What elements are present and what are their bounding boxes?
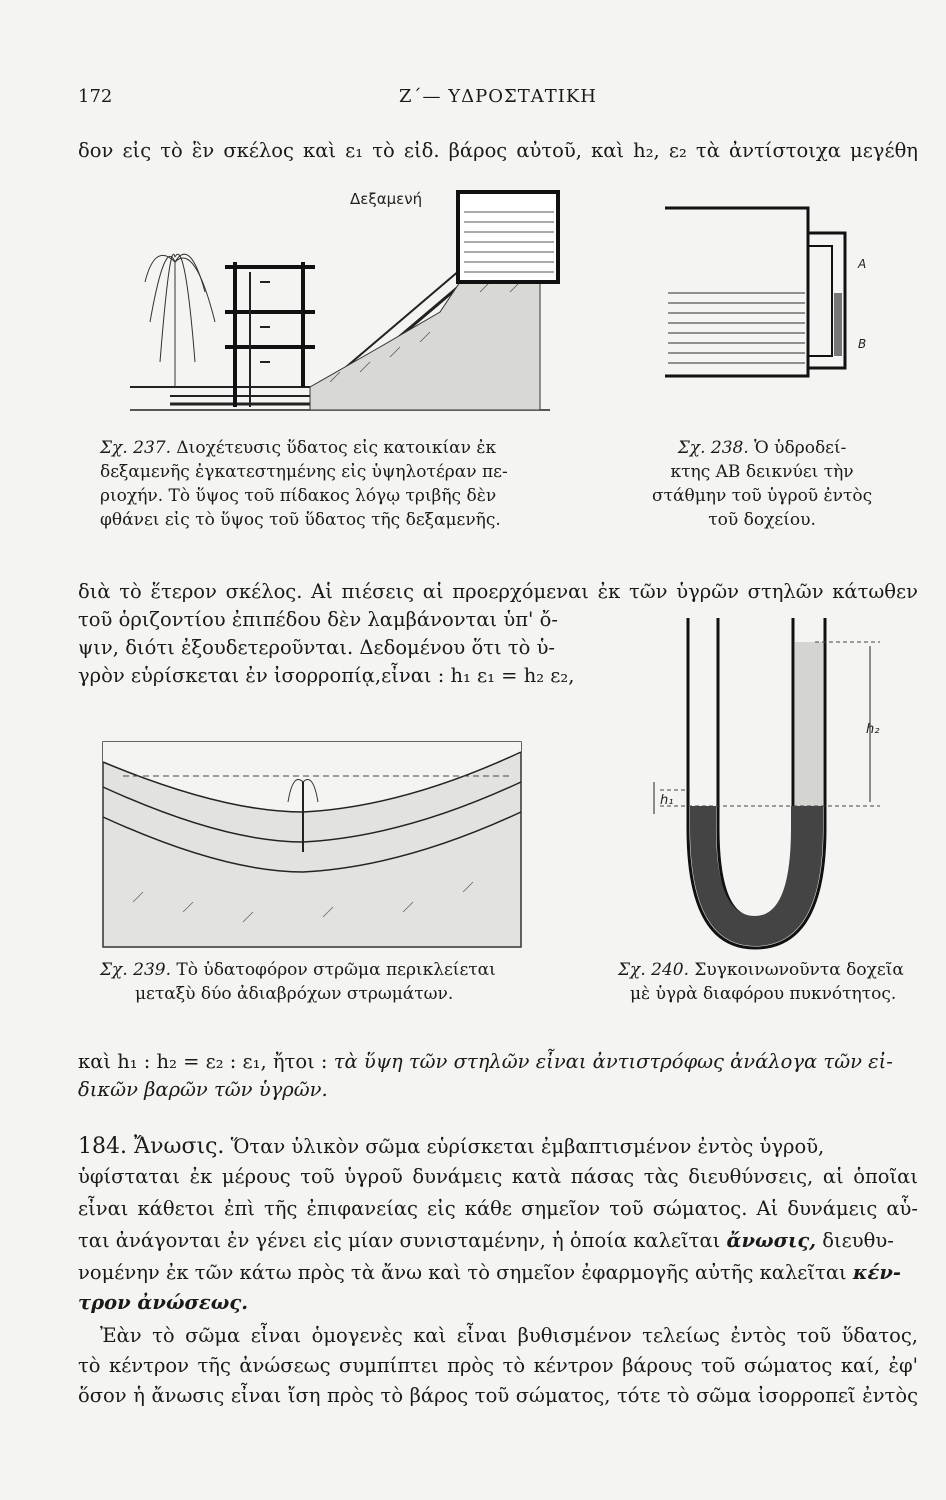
text-line: ται ἀνάγονται ἐν γένει εἰς μίαν συνισταμένην, ἡ ὁποία καλεῖται ἄνωσις, διευθυ- <box>78 1229 894 1252</box>
page-number: 172 <box>78 86 113 107</box>
figure-238-level-gauge <box>660 198 890 393</box>
text-line: Ἐὰν τὸ σῶμα εἶναι ὁμογενὲς καὶ εἶναι βυθισμένον τελείως ἐντὸς τοῦ ὕδατος, <box>100 1324 918 1347</box>
label-b: B <box>858 337 867 351</box>
figure-240-u-tube <box>640 618 880 958</box>
text-line: εἶναι κάθετοι ἐπὶ τῆς ἐπιφανείας εἰς κάθε σημεῖον τοῦ σώματος. Αἱ δυνάμεις αὗ- <box>78 1197 918 1220</box>
caption-240: Σχ. 240. Συγκοινωνοῦντα δοχεῖα μὲ ὑγρὰ διαφόρου πυκνότητος. <box>618 960 904 1004</box>
label-h2: h₂ <box>866 722 880 737</box>
section-heading: 184. Ἄνωσις. Ὅταν ὑλικὸν σῶμα εὑρίσκεται ἐμβαπτισμένον ἐντὸς ὑγροῦ, <box>78 1134 825 1159</box>
text-line: τρον ἀνώσεως. <box>78 1291 248 1314</box>
figure-237-water-supply <box>120 182 560 422</box>
running-title: Ζ΄— ΥΔΡΟΣΤΑΤΙΚΗ <box>399 86 597 107</box>
caption-239: Σχ. 239. Τὸ ὑδατοφόρον στρῶμα περικλείεται μεταξὺ δύο ἀδιαβρόχων στρωμάτων. <box>100 960 496 1004</box>
text-line: δικῶν βαρῶν τῶν ὑγρῶν. <box>78 1078 328 1101</box>
caption-237: Σχ. 237. Διοχέτευσις ὕδατος εἰς κατοικίαν ἐκ δεξαμενῆς ἐγκατεστημένης εἰς ὑψηλοτέραν πε- ριοχήν. Τὸ ὕψος τοῦ πίδακος λόγῳ τριβῆς δὲν φθάνει εἰς τὸ ὕψος τοῦ ὕδατος τῆς δεξαμενῆς. <box>100 438 508 530</box>
text-line: δον εἰς τὸ ἓν σκέλος καὶ ε₁ τὸ εἰδ. βάρος αὐτοῦ, καὶ h₂, ε₂ τὰ ἀντίστοιχα μεγέθη <box>78 139 918 162</box>
text-line: τοῦ ὁριζοντίου ἐπιπέδου δὲν λαμβάνονται ὑπ' ὄ- <box>78 608 558 631</box>
label-tank: Δεξαμενή <box>350 190 423 208</box>
figure-239-aquifer <box>103 742 523 952</box>
text-line: νομένην ἐκ τῶν κάτω πρὸς τὰ ἄνω καὶ τὸ σημεῖον ἐφαρμογῆς αὐτῆς καλεῖται κέν- <box>78 1261 901 1284</box>
label-h1: h₁ <box>660 793 674 808</box>
text-line: τὸ κέντρον τῆς ἀνώσεως συμπίπτει πρὸς τὸ κέντρον βάρους τοῦ σώματος καί, ἐφ' <box>78 1354 918 1377</box>
text-line: ὅσον ἡ ἄνωσις εἶναι ἴση πρὸς τὸ βάρος τοῦ σώματος, τότε τὸ σῶμα ἰσορροπεῖ ἐντὸς <box>78 1384 918 1407</box>
text-line: ψιν, διότι ἐξουδετεροῦνται. Δεδομένου ὅτι τὸ ὑ- <box>78 636 556 659</box>
text-line: διὰ τὸ ἕτερον σκέλος. Αἱ πιέσεις αἱ προερχόμεναι ἐκ τῶν ὑγρῶν στηλῶν κάτωθεν <box>78 580 918 603</box>
text-line: ὑφίσταται ἐκ μέρους τοῦ ὑγροῦ δυνάμεις κατὰ πάσας τὰς διευθύνσεις, αἱ ὁποῖαι <box>78 1165 918 1188</box>
text-line: καὶ h₁ : h₂ = ε₂ : ε₁, ἤτοι : τὰ ὕψη τῶν στηλῶν εἶναι ἀντιστρόφως ἀνάλογα τῶν εἰ- <box>78 1050 893 1073</box>
text-line: γρὸν εὑρίσκεται ἐν ἰσορροπίᾳ,εἶναι : h₁ ε₁ = h₂ ε₂, <box>78 664 575 687</box>
caption-238: Σχ. 238. Ὁ ὑδροδεί- κτης ΑΒ δεικνύει τὴν στάθμην τοῦ ὑγροῦ ἐντὸς τοῦ δοχείου. <box>652 438 873 530</box>
label-a: A <box>858 257 867 271</box>
